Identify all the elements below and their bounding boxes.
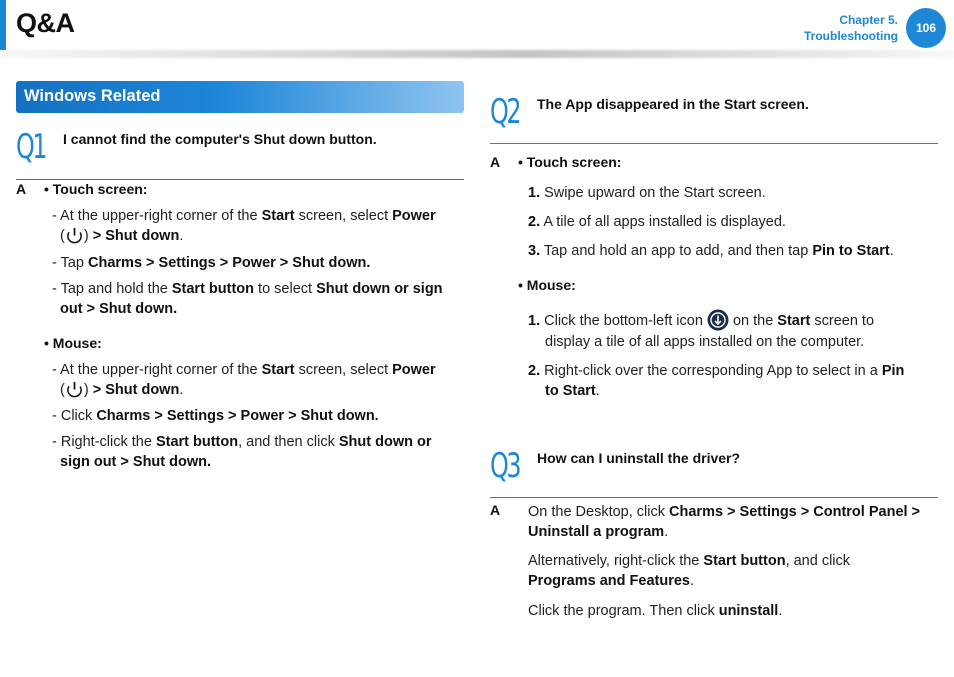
q3-answer-line-2: Alternatively, right-click the Start button, and click: [528, 553, 851, 569]
q1-label: Q1: [16, 127, 46, 167]
q1-mouse-heading: • Mouse:: [44, 335, 102, 351]
section-banner: [16, 81, 464, 113]
q3-answer-line-1-cont: Uninstall a program.: [528, 524, 669, 540]
header-divider: [0, 50, 954, 58]
header-accent-bar: [0, 0, 6, 50]
q3-answer-line-2-cont: Programs and Features.: [528, 573, 695, 589]
section-title: Windows Related: [24, 87, 161, 105]
q2-mouse-step-2-cont: to Start.: [545, 383, 600, 399]
q3-answer-mark: A: [490, 502, 501, 518]
q1-mouse-step-3: - Right-click the Start button, and then click Shut down or: [52, 434, 432, 450]
q2-question: The App disappeared in the Start screen.: [537, 96, 809, 112]
q1-divider: [16, 179, 464, 180]
q1-mouse-step-3-cont: sign out > Shut down.: [60, 454, 212, 470]
q1-touch-step-3-cont: out > Shut down.: [60, 301, 178, 317]
q1-touch-step-3: - Tap and hold the Start button to select Shut down or sign: [52, 281, 443, 297]
page-title: Q&A: [16, 8, 75, 38]
page-number-badge: 106: [906, 8, 946, 48]
q1-answer-mark: A: [16, 181, 27, 197]
q2-mouse-step-1: 1. Click the bottom-left icon on the Start screen to: [528, 309, 874, 331]
q2-touch-step-1: 1. Swipe upward on the Start screen.: [528, 185, 766, 201]
chapter-label: [804, 12, 898, 44]
q2-label: Q2: [490, 92, 520, 132]
q2-answer-mark: A: [490, 154, 501, 170]
q2-touch-step-3: 3. Tap and hold an app to add, and then tap Pin to Start.: [528, 243, 894, 259]
q2-divider: [490, 143, 938, 144]
q1-touch-step-2: - Tap Charms > Settings > Power > Shut down.: [52, 255, 371, 271]
power-icon: [65, 380, 84, 399]
q1-mouse-step-1: - At the upper-right corner of the Start screen, select Power: [52, 362, 436, 378]
q2-touch-heading: • Touch screen:: [518, 154, 622, 170]
q3-label: Q3: [490, 446, 520, 486]
q2-mouse-heading: • Mouse:: [518, 277, 576, 293]
q3-answer-line-3: Click the program. Then click uninstall.: [528, 603, 783, 619]
q1-touch-step-1-cont: ( ) > Shut down.: [60, 228, 184, 244]
q3-divider: [490, 497, 938, 498]
q1-touch-step-1: - At the upper-right corner of the Start screen, select Power: [52, 208, 436, 224]
q2-mouse-step-1-cont: display a tile of all apps installed on the computer.: [545, 334, 865, 350]
q1-question: I cannot find the computer's Shut down button.: [63, 131, 377, 147]
q1-touch-heading: • Touch screen:: [44, 181, 148, 197]
q2-touch-step-2: 2. A tile of all apps installed is displayed.: [528, 214, 786, 230]
q1-mouse-step-2: - Click Charms > Settings > Power > Shut down.: [52, 408, 379, 424]
q1-mouse-step-1-cont: ( ) > Shut down.: [60, 382, 184, 398]
down-arrow-circle-icon: [707, 309, 729, 331]
q3-question: How can I uninstall the driver?: [537, 450, 741, 466]
power-icon: [65, 226, 84, 245]
q2-mouse-step-2: 2. Right-click over the corresponding App to select in a Pin: [528, 363, 905, 379]
chapter-number: Chapter 5.: [839, 13, 898, 27]
chapter-name: Troubleshooting: [804, 29, 898, 43]
q3-answer-line-1: On the Desktop, click Charms > Settings > Control Panel >: [528, 504, 921, 520]
